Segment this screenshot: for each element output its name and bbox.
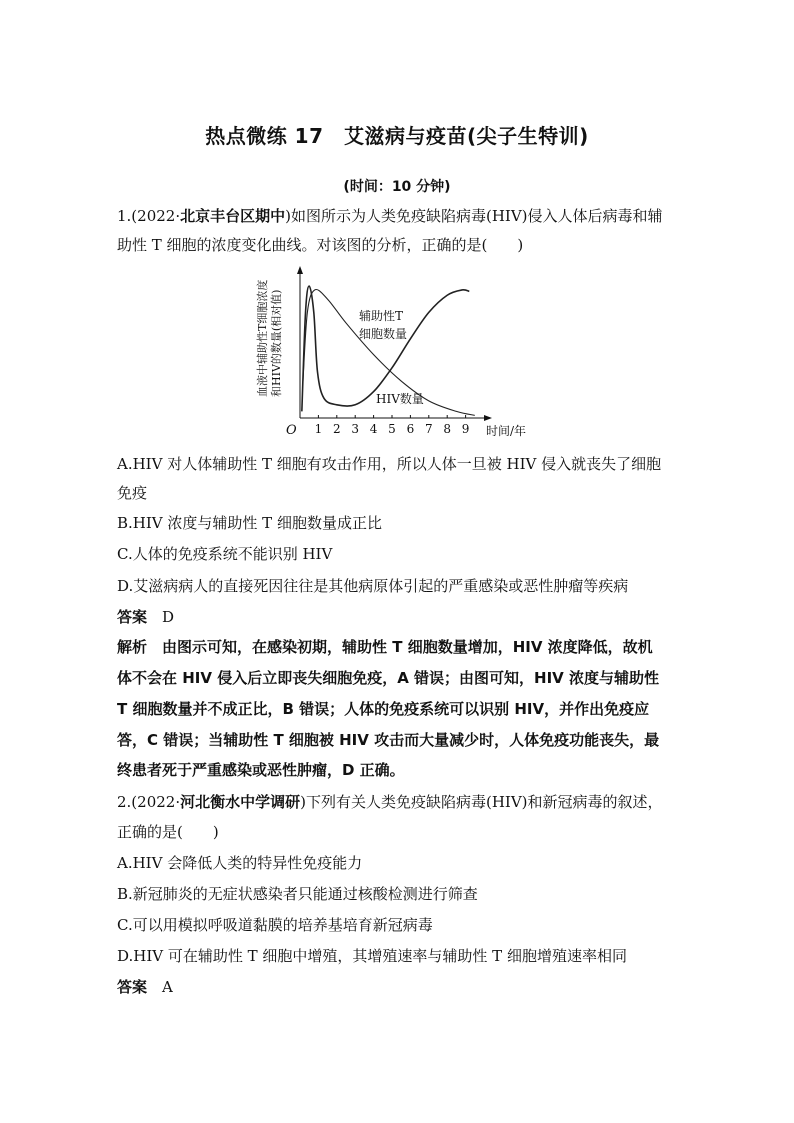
q1-option-a-cont: 免疫	[117, 484, 148, 502]
origin-label: O	[286, 423, 297, 438]
x-axis-arrow	[484, 415, 492, 421]
q2-answer	[117, 977, 697, 997]
y-axis-label-line2: 和HIV的数量(相对值)	[270, 289, 283, 397]
q2-option-b: B.新冠肺炎的无症状感染者只能通过核酸检测进行筛查	[117, 885, 478, 903]
q1-answer-value: D	[162, 608, 175, 626]
hiv-chart	[255, 266, 545, 446]
x-tick-label: 1	[314, 422, 323, 436]
q1-answer	[117, 607, 697, 627]
q2-stem-line2: 正确的是( )	[117, 823, 219, 841]
x-tick-label: 9	[461, 422, 470, 436]
x-tick-label: 8	[443, 422, 452, 436]
q1-option-c: C.人体的免疫系统不能识别 HIV	[117, 545, 333, 563]
q2-option-c: C.可以用模拟呼吸道黏膜的培养基培育新冠病毒	[117, 916, 433, 934]
q1-analysis-line4: 答，C 错误；当辅助性 T 细胞被 HIV 攻击而大量减少时，人体免疫功能丧失，最	[117, 731, 660, 749]
q2-source: 河北衡水中学调研	[180, 793, 301, 811]
x-tick-label: 4	[369, 422, 378, 436]
q1-option-b: B.HIV 浓度与辅助性 T 细胞数量成正比	[117, 514, 382, 532]
q1-analysis-line2: 体不会在 HIV 侵入后立即丧失细胞免疫，A 错误；由图可知，HIV 浓度与辅助性	[117, 669, 659, 687]
page-title: 热点微练 17 艾滋病与疫苗(尖子生特训)	[205, 124, 589, 148]
q2-answer-value: A	[162, 978, 173, 996]
q1-analysis-line5: 终患者死于严重感染或恶性肿瘤，D 正确。	[117, 761, 405, 779]
q1-option-a: A.HIV 对人体辅助性 T 细胞有攻击作用，所以人体一旦被 HIV 侵入就丧失了细胞	[117, 455, 662, 473]
x-tick-label: 2	[332, 422, 341, 436]
q1-source: 北京丰台区期中	[180, 207, 286, 225]
q1-answer-label: 答案	[117, 608, 148, 626]
x-tick-label: 7	[424, 422, 433, 436]
q1-analysis-line3: T 细胞数量并不成正比，B 错误；人体的免疫系统可以识别 HIV，并作出免疫应	[117, 700, 650, 718]
q1-analysis-line1: 解析 由图示可知，在感染初期，辅助性 T 细胞数量增加，HIV 浓度降低，故机	[117, 638, 653, 656]
tcell-label-line1: 辅助性T	[359, 309, 404, 323]
q2-stem-line1: 2.(2022·河北衡水中学调研)下列有关人类免疫缺陷病毒(HIV)和新冠病毒的叙述，	[117, 793, 663, 811]
tcell-label-line2: 细胞数量	[359, 327, 408, 341]
q2-option-d: D.HIV 可在辅助性 T 细胞中增殖，其增殖速率与辅助性 T 细胞增殖速率相同	[117, 947, 627, 965]
q1-option-d: D.艾滋病病人的直接死因往往是其他病原体引起的严重感染或恶性肿瘤等疾病	[117, 577, 629, 595]
hiv-label: HIV数量	[376, 392, 424, 406]
y-axis-arrow	[297, 266, 303, 274]
x-axis-label: 时间/年	[486, 424, 527, 438]
q1-analysis-label: 解析	[117, 638, 148, 656]
y-axis-label	[255, 280, 283, 397]
x-tick-label: 5	[388, 422, 396, 436]
x-tick-label: 6	[406, 422, 415, 436]
q2-option-a: A.HIV 会降低人类的特异性免疫能力	[117, 854, 363, 872]
q1-stem-line1: 1.(2022·北京丰台区期中)如图所示为人类免疫缺陷病毒(HIV)侵入人体后病毒和辅	[117, 207, 663, 225]
q1-stem-line2: 助性 T 细胞的浓度变化曲线。对该图的分析，正确的是( )	[117, 236, 524, 254]
time-note: (时间：10 分钟)	[343, 179, 451, 195]
x-tick-label: 3	[351, 422, 360, 436]
q2-answer-label: 答案	[117, 978, 148, 996]
y-axis-label-line1: 血液中辅助性T细胞浓度	[256, 279, 269, 397]
